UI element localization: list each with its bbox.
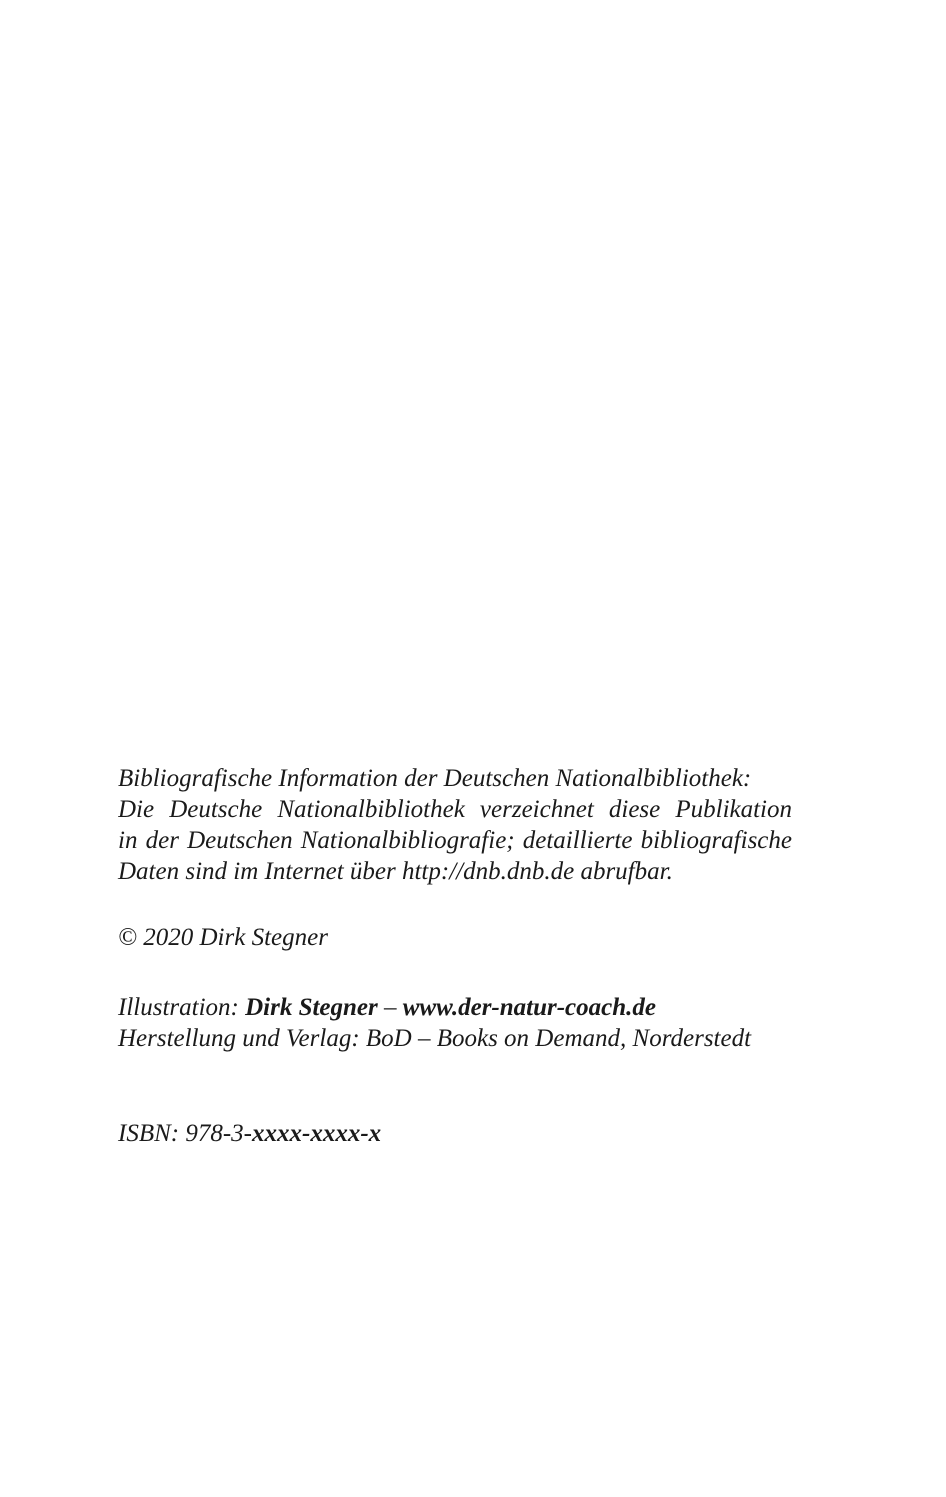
isbn-number [118,1118,792,1149]
copyright-notice: © 2020 Dirk Stegner [118,924,328,951]
isbn-prefix: ISBN: 978-3- [118,1120,252,1147]
illustrator-name: Dirk Stegner [245,994,378,1021]
bibliographic-information [118,763,792,887]
isbn-block [118,1118,792,1149]
isbn-placeholder: xxxx-xxxx-x [252,1120,382,1147]
credits-block [118,992,792,1054]
bibliography-line-4: Daten sind im Internet über http://dnb.dnb.de abrufbar. [118,858,673,885]
bibliography-line-3: in der Deutschen Nationalbibliografie; detaillierte bibliografische [118,827,792,854]
bibliography-heading: Bibliografische Information der Deutschen Nationalbibliothek: [118,765,752,792]
copyright-block [118,922,792,953]
bibliography-line-2: Die Deutsche Nationalbibliothek verzeichnet diese Publikation [118,796,792,823]
publisher-credit: Herstellung und Verlag: BoD – Books on Demand, Norderstedt [118,1025,752,1052]
illustration-separator: – [384,994,397,1021]
illustration-credit [118,992,792,1023]
illustrator-website: www.der-natur-coach.de [402,994,656,1021]
illustration-label: Illustration: [118,994,239,1021]
